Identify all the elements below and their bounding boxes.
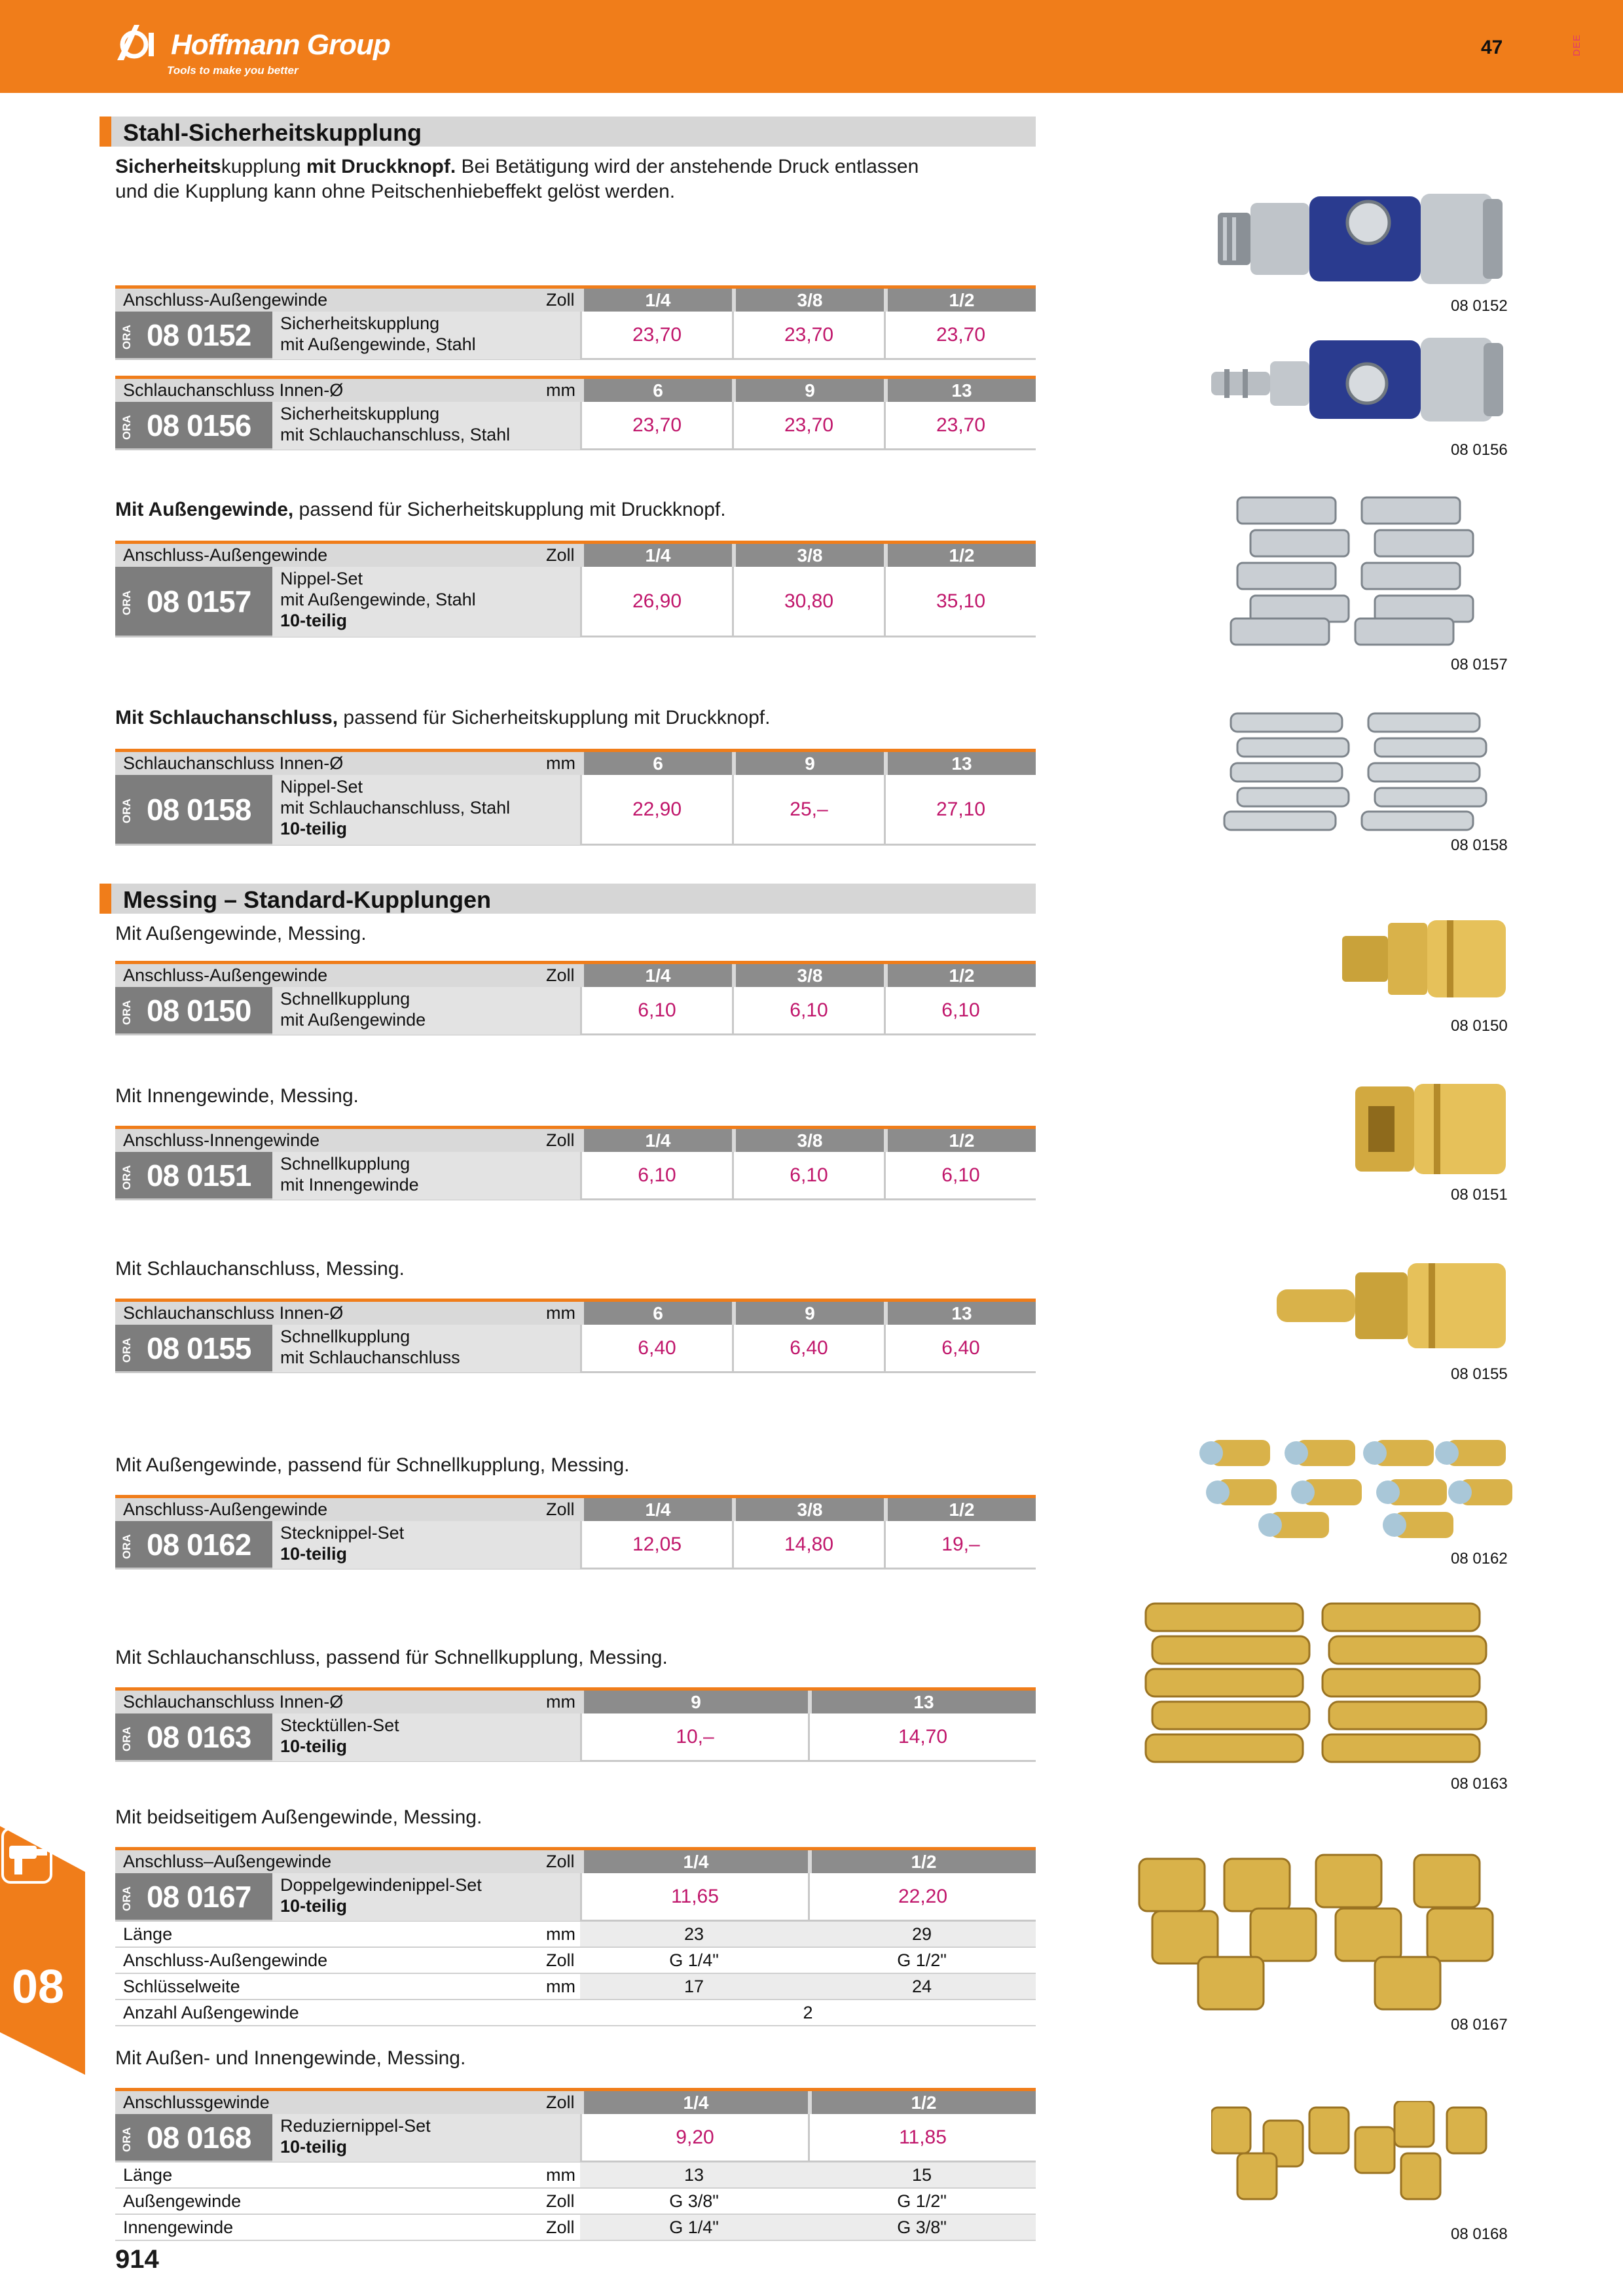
double-nipple-set-image[interactable]: [1133, 1846, 1512, 2016]
price-cell: 23,70: [732, 402, 884, 448]
desc-line: 10-teilig: [280, 1544, 348, 1564]
param-label: Anschluss-Innengewinde: [123, 1130, 320, 1150]
price-cell: 6,40: [884, 1325, 1036, 1371]
spec-label: Länge: [123, 2165, 173, 2185]
spec-value: G 3/8": [897, 2217, 947, 2237]
product-table-080152: [115, 285, 1036, 360]
product-row[interactable]: [115, 567, 1036, 637]
spec-value: 13: [684, 2165, 704, 2185]
image-caption: 08 0163: [1451, 1775, 1508, 1793]
image-caption: 08 0158: [1451, 836, 1508, 854]
desc-line: mit Innengewinde: [280, 1175, 419, 1194]
size-column: 1/4: [584, 1498, 732, 1521]
intro-text: passend für Sicherheitskupplung mit Druckknopf.: [293, 499, 726, 520]
param-unit: Zoll: [546, 965, 575, 985]
desc-line: Schnellkupplung: [280, 989, 410, 1009]
air-tool-icon: [0, 1826, 54, 1885]
product-row[interactable]: [115, 2114, 1036, 2162]
param-unit: mm: [546, 753, 575, 773]
coupling-blue-hose-image[interactable]: [1211, 327, 1525, 432]
size-column: 13: [812, 1691, 1036, 1713]
desc-line: mit Außengewinde: [280, 1010, 426, 1030]
ora-badge: ORA: [120, 1727, 133, 1751]
price-cell: 6,40: [732, 1325, 884, 1371]
size-column: 1/2: [888, 1498, 1036, 1521]
price-cell: 14,70: [808, 1713, 1036, 1760]
page-number-top: 47: [1481, 37, 1503, 58]
param-label: Schlauchanschluss Innen-Ø: [123, 1692, 344, 1712]
product-description: [272, 567, 580, 637]
price-cell: 23,70: [580, 312, 732, 358]
product-description: [272, 1713, 580, 1761]
nipple-set-steel-hose-image[interactable]: [1218, 707, 1512, 838]
spec-row: [115, 1974, 1036, 2000]
ora-badge: ORA: [120, 1165, 133, 1190]
product-description: [272, 987, 580, 1035]
table-header: [115, 749, 1036, 775]
price-cell: 12,05: [580, 1521, 732, 1568]
param-unit: Zoll: [546, 2092, 575, 2112]
intro-text: passend für Sicherheitskupplung mit Druckknopf.: [338, 707, 771, 728]
image-caption: 08 0151: [1451, 1186, 1508, 1204]
spec-row: [115, 2215, 1036, 2241]
product-intro-080162: Mit Außengewinde, passend für Schnellkupplung, Messing.: [115, 1454, 630, 1476]
param-label: Anschluss-Außengewinde: [123, 290, 328, 310]
image-caption: 08 0155: [1451, 1365, 1508, 1383]
spec-row: [115, 1948, 1036, 1974]
desc-line: Stecktüllen-Set: [280, 1715, 399, 1735]
price-cell: 6,10: [884, 987, 1036, 1033]
desc-line: Doppelgewindenippel-Set: [280, 1875, 482, 1895]
article-number-block: [115, 1713, 272, 1760]
price-cell: 6,10: [732, 987, 884, 1033]
desc-line: Schnellkupplung: [280, 1154, 410, 1174]
spec-unit: Zoll: [546, 2217, 575, 2237]
ora-badge: ORA: [120, 1886, 133, 1911]
price-cell: 9,20: [580, 2114, 808, 2161]
ora-badge: ORA: [120, 798, 133, 823]
brand-tagline: Tools to make you better: [167, 64, 299, 77]
spec-unit: Zoll: [546, 2191, 575, 2211]
size-column: 1/2: [888, 1129, 1036, 1152]
spec-label: Anschluss-Außengewinde: [123, 1950, 328, 1970]
image-caption: 08 0162: [1451, 1550, 1508, 1568]
article-number: 08 0163: [147, 1720, 251, 1754]
article-number: 08 0162: [147, 1528, 251, 1562]
table-header: [115, 1495, 1036, 1521]
param-unit: Zoll: [546, 1852, 575, 1871]
article-number-block: [115, 402, 272, 448]
section-title: Stahl-Sicherheitskupplung: [123, 119, 422, 146]
product-table-080157: [115, 541, 1036, 637]
section-intro-line2: und die Kupplung kann ohne Peitschenhiebeffekt gelöst werden.: [115, 181, 676, 202]
size-column: 1/4: [584, 1129, 732, 1152]
desc-line: Nippel-Set: [280, 777, 363, 797]
intro-bold: Sicherheits: [115, 156, 221, 177]
param-unit: Zoll: [546, 545, 575, 565]
spec-row: [115, 2000, 1036, 2026]
product-table-080163: [115, 1687, 1036, 1762]
brass-coupling-hose-image[interactable]: [1277, 1257, 1512, 1355]
desc-line: Schnellkupplung: [280, 1327, 410, 1346]
size-column: 1/4: [584, 2091, 808, 2114]
spec-label: Länge: [123, 1924, 173, 1944]
size-column: 9: [584, 1691, 808, 1713]
language-code: DEE: [1571, 34, 1582, 56]
price-cell: 11,85: [808, 2114, 1036, 2161]
size-column: 1/2: [888, 544, 1036, 567]
image-caption: 08 0168: [1451, 2225, 1508, 2243]
article-number-block: [115, 1521, 272, 1568]
price-cell: 11,65: [580, 1873, 808, 1920]
image-caption: 08 0150: [1451, 1017, 1508, 1035]
size-column: 1/2: [812, 2091, 1036, 2114]
image-caption: 08 0156: [1451, 441, 1508, 459]
price-cell: 23,70: [580, 402, 732, 448]
section-title: Messing – Standard-Kupplungen: [123, 886, 492, 913]
desc-line: 10-teilig: [280, 2137, 348, 2157]
desc-line: 10-teilig: [280, 1896, 348, 1916]
size-column: 1/2: [812, 1850, 1036, 1873]
param-label: Anschluss-Außengewinde: [123, 545, 328, 565]
size-column: 3/8: [736, 544, 884, 567]
ora-badge: ORA: [120, 590, 133, 615]
spec-value: G 1/2": [897, 2191, 947, 2211]
article-number: 08 0150: [147, 994, 251, 1028]
spec-value: 15: [911, 2165, 932, 2185]
desc-line: mit Schlauchanschluss, Stahl: [280, 425, 511, 444]
param-label: Schlauchanschluss Innen-Ø: [123, 753, 344, 773]
price-cell: 23,70: [732, 312, 884, 358]
product-row[interactable]: [115, 402, 1036, 450]
size-column: 13: [888, 379, 1036, 402]
spec-value: 24: [911, 1977, 932, 1996]
price-cell: 6,10: [732, 1152, 884, 1198]
section-header-stahl: [100, 117, 1036, 147]
spec-value: 29: [911, 1924, 932, 1944]
product-intro-080168: Mit Außen- und Innengewinde, Messing.: [115, 2047, 466, 2069]
param-unit: mm: [546, 1692, 575, 1712]
table-header: [115, 541, 1036, 567]
price-cell: 23,70: [884, 312, 1036, 358]
table-header: [115, 2088, 1036, 2114]
article-number: 08 0151: [147, 1158, 251, 1193]
desc-line: mit Außengewinde, Stahl: [280, 334, 476, 354]
product-table-080162: [115, 1495, 1036, 1570]
desc-line: mit Schlauchanschluss, Stahl: [280, 798, 511, 817]
ora-badge: ORA: [120, 1534, 133, 1559]
product-table-080151: [115, 1126, 1036, 1200]
price-cell: 23,70: [884, 402, 1036, 448]
product-description: [272, 1873, 580, 1921]
size-column: 1/4: [584, 289, 732, 312]
product-intro-080163: Mit Schlauchanschluss, passend für Schnellkupplung, Messing.: [115, 1647, 668, 1668]
size-column: 1/4: [584, 964, 732, 987]
nipple-set-steel-thread-image[interactable]: [1224, 491, 1512, 648]
product-row[interactable]: [115, 1521, 1036, 1570]
product-row[interactable]: [115, 1325, 1036, 1373]
size-column: 13: [888, 752, 1036, 775]
article-number: 08 0155: [147, 1331, 251, 1365]
section-marker: [100, 884, 111, 914]
ora-badge: ORA: [120, 1000, 133, 1025]
product-intro-080157: [115, 497, 726, 522]
spec-label: Schlüsselweite: [123, 1977, 240, 1996]
param-label: Anschlussgewinde: [123, 2092, 270, 2112]
brass-coupling-thread-image[interactable]: [1342, 916, 1512, 1001]
param-unit: mm: [546, 1303, 575, 1323]
image-caption: 08 0167: [1451, 2016, 1508, 2034]
param-unit: mm: [546, 380, 575, 400]
spec-row: [115, 2162, 1036, 2189]
product-intro-080150: Mit Außengewinde, Messing.: [115, 923, 367, 944]
table-header: [115, 285, 1036, 312]
intro-text: Bei Betätigung wird der anstehende Druck entlassen: [456, 156, 919, 177]
param-label: Anschluss–Außengewinde: [123, 1852, 332, 1871]
spec-unit: mm: [546, 2165, 575, 2185]
product-description: [272, 1152, 580, 1200]
spec-unit: Zoll: [546, 1950, 575, 1970]
product-row[interactable]: [115, 987, 1036, 1035]
size-column: 13: [888, 1302, 1036, 1325]
size-column: 1/4: [584, 544, 732, 567]
product-row[interactable]: [115, 775, 1036, 846]
desc-line: 10-teilig: [280, 1736, 348, 1756]
product-intro-080158: [115, 706, 770, 730]
product-intro-080151: Mit Innengewinde, Messing.: [115, 1085, 359, 1107]
product-row[interactable]: [115, 312, 1036, 360]
price-cell: 6,10: [580, 987, 732, 1033]
article-number: 08 0168: [147, 2121, 251, 2155]
chapter-number: 08: [12, 1961, 65, 2013]
desc-line: Sicherheitskupplung: [280, 314, 440, 333]
param-unit: Zoll: [546, 290, 575, 310]
price-cell: 14,80: [732, 1521, 884, 1568]
size-column: 9: [736, 379, 884, 402]
article-number-block: [115, 775, 272, 844]
article-number-block: [115, 1152, 272, 1198]
product-table-080167: [115, 1847, 1036, 2028]
product-table-080150: [115, 961, 1036, 1035]
product-row[interactable]: [115, 1873, 1036, 1922]
param-label: Anschluss-Außengewinde: [123, 1499, 328, 1519]
param-label: Anschluss-Außengewinde: [123, 965, 328, 985]
spec-value: G 1/4": [669, 1950, 719, 1970]
desc-line: mit Außengewinde, Stahl: [280, 590, 476, 609]
size-column: 3/8: [736, 1129, 884, 1152]
product-description: [272, 1325, 580, 1372]
ora-badge: ORA: [120, 415, 133, 440]
spec-row: [115, 2189, 1036, 2215]
table-header: [115, 1847, 1036, 1873]
product-row[interactable]: [115, 1152, 1036, 1200]
hose-barb-set-image[interactable]: [1133, 1597, 1506, 1767]
desc-line: Reduziernippel-Set: [280, 2116, 431, 2136]
article-number: 08 0156: [147, 408, 251, 442]
product-table-080168: [115, 2088, 1036, 2242]
price-cell: 30,80: [732, 567, 884, 636]
intro-bold: Mit Schlauchanschluss,: [115, 707, 338, 728]
product-table-080158: [115, 749, 1036, 846]
article-number: 08 0152: [147, 318, 251, 352]
intro-bold: Mit Außengewinde,: [115, 499, 294, 520]
section-header-messing: [100, 884, 1036, 914]
size-column: 1/2: [888, 289, 1036, 312]
image-caption: 08 0152: [1451, 297, 1508, 315]
product-description: [272, 402, 580, 450]
price-cell: 6,10: [580, 1152, 732, 1198]
price-cell: 19,–: [884, 1521, 1036, 1568]
size-column: 6: [584, 752, 732, 775]
size-column: 1/4: [584, 1850, 808, 1873]
price-cell: 10,–: [580, 1713, 808, 1760]
desc-line: Sicherheitskupplung: [280, 404, 440, 423]
brass-coupling-internal-image[interactable]: [1355, 1080, 1512, 1178]
spec-value: G 3/8": [669, 2191, 719, 2211]
intro-text: kupplung: [221, 156, 306, 177]
article-number-block: [115, 312, 272, 358]
spec-row: [115, 1922, 1036, 1948]
product-description: [272, 1521, 580, 1569]
brand-name: Hoffmann Group: [171, 29, 390, 61]
section-intro-line1: [115, 154, 919, 179]
page-number-bottom: 914: [115, 2245, 159, 2274]
price-cell: 26,90: [580, 567, 732, 636]
product-intro-080167: Mit beidseitigem Außengewinde, Messing.: [115, 1806, 483, 1828]
article-number-block: [115, 1873, 272, 1920]
spec-label: Innengewinde: [123, 2217, 234, 2237]
article-number: 08 0157: [147, 584, 251, 619]
param-label: Schlauchanschluss Innen-Ø: [123, 1303, 344, 1323]
spec-label: Anzahl Außengewinde: [123, 2003, 299, 2022]
spec-value: 23: [684, 1924, 704, 1944]
intro-bold: mit Druckknopf.: [306, 156, 456, 177]
price-cell: 6,10: [884, 1152, 1036, 1198]
desc-line: 10-teilig: [280, 611, 348, 630]
spec-label: Außengewinde: [123, 2191, 242, 2211]
logo-mark-icon: [115, 22, 168, 62]
spec-value: G 1/4": [669, 2217, 719, 2237]
article-number: 08 0158: [147, 793, 251, 827]
product-description: [272, 2114, 580, 2162]
section-marker: [100, 117, 111, 147]
article-number-block: [115, 2114, 272, 2161]
article-number: 08 0167: [147, 1880, 251, 1914]
product-table-080156: [115, 376, 1036, 450]
price-cell: 25,–: [732, 775, 884, 844]
table-header: [115, 1299, 1036, 1325]
size-column: 9: [736, 1302, 884, 1325]
coupling-blue-thread-image[interactable]: [1211, 177, 1525, 295]
spec-value: 17: [684, 1977, 704, 1996]
price-cell: 6,40: [580, 1325, 732, 1371]
plug-nipple-set-image[interactable]: [1198, 1433, 1519, 1545]
price-cell: 27,10: [884, 775, 1036, 844]
table-header: [115, 376, 1036, 402]
spec-value: G 1/2": [897, 1950, 947, 1970]
product-table-080155: [115, 1299, 1036, 1373]
desc-line: Stecknippel-Set: [280, 1523, 405, 1543]
article-number-block: [115, 987, 272, 1033]
reducing-nipple-set-image[interactable]: [1211, 2101, 1512, 2206]
param-unit: Zoll: [546, 1499, 575, 1519]
product-description: [272, 775, 580, 845]
size-column: 6: [584, 379, 732, 402]
spec-value: 2: [803, 2003, 813, 2022]
article-number-block: [115, 567, 272, 636]
spec-unit: mm: [546, 1977, 575, 1996]
size-column: 1/2: [888, 964, 1036, 987]
price-cell: 22,20: [808, 1873, 1036, 1920]
product-description: [272, 312, 580, 359]
size-column: 3/8: [736, 964, 884, 987]
article-number-block: [115, 1325, 272, 1371]
table-header: [115, 1687, 1036, 1713]
size-column: 3/8: [736, 289, 884, 312]
chapter-tab[interactable]: [0, 1826, 85, 2075]
table-header: [115, 961, 1036, 987]
size-column: 6: [584, 1302, 732, 1325]
product-row[interactable]: [115, 1713, 1036, 1762]
size-column: 3/8: [736, 1498, 884, 1521]
ora-badge: ORA: [120, 1338, 133, 1363]
param-label: Schlauchanschluss Innen-Ø: [123, 380, 344, 400]
spec-unit: mm: [546, 1924, 575, 1944]
table-header: [115, 1126, 1036, 1152]
size-column: 9: [736, 752, 884, 775]
ora-badge: ORA: [120, 2127, 133, 2152]
price-cell: 35,10: [884, 567, 1036, 636]
image-caption: 08 0157: [1451, 656, 1508, 673]
ora-badge: ORA: [120, 325, 133, 350]
desc-line: Nippel-Set: [280, 569, 363, 588]
desc-line: 10-teilig: [280, 819, 348, 838]
param-unit: Zoll: [546, 1130, 575, 1150]
price-cell: 22,90: [580, 775, 732, 844]
desc-line: mit Schlauchanschluss: [280, 1348, 460, 1367]
product-intro-080155: Mit Schlauchanschluss, Messing.: [115, 1258, 405, 1280]
